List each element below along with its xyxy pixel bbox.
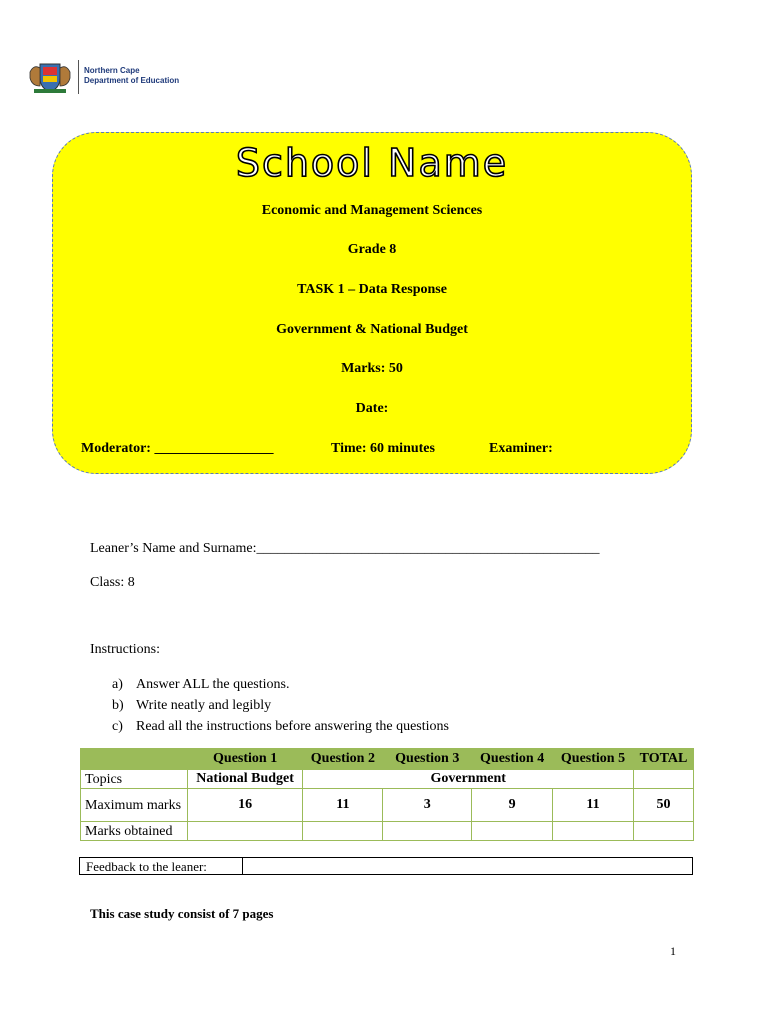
table-header-cell: Question 2 bbox=[303, 749, 383, 770]
department-logo bbox=[26, 58, 196, 98]
table-cell: National Budget bbox=[187, 770, 303, 789]
table-header-cell: Question 1 bbox=[187, 749, 303, 770]
moderator-field: Moderator: _________________ bbox=[81, 441, 274, 456]
list-marker: b) bbox=[112, 698, 124, 713]
table-cell: 3 bbox=[383, 789, 472, 822]
table-row-label: Maximum marks bbox=[81, 789, 188, 822]
list-item-text: Answer ALL the questions. bbox=[136, 677, 290, 692]
table-cell: 11 bbox=[553, 789, 634, 822]
table-row bbox=[81, 789, 694, 822]
table-row bbox=[81, 770, 694, 789]
coat-of-arms-icon bbox=[26, 60, 74, 94]
table-header-cell: Question 5 bbox=[553, 749, 634, 770]
table-cell: 16 bbox=[187, 789, 303, 822]
learner-name-field: Leaner’s Name and Surname:_________________________________________________ bbox=[90, 541, 600, 556]
table-row bbox=[81, 822, 694, 841]
table-row-label: Topics bbox=[81, 770, 188, 789]
school-name-title: School Name bbox=[235, 141, 509, 185]
table-cell: 9 bbox=[472, 789, 553, 822]
table-header-cell: Question 3 bbox=[383, 749, 472, 770]
subject-line: Economic and Management Sciences bbox=[261, 203, 483, 218]
table-cell: 11 bbox=[303, 789, 383, 822]
time-field: Time: 60 minutes bbox=[331, 441, 435, 456]
table-cell: 50 bbox=[633, 789, 693, 822]
marks-obtained-cell[interactable] bbox=[187, 822, 303, 841]
table-cell bbox=[633, 770, 693, 789]
table-cell: Government bbox=[303, 770, 634, 789]
logo-line-2: Department of Education bbox=[84, 76, 180, 85]
feedback-box bbox=[79, 857, 693, 875]
marks-line: Marks: 50 bbox=[341, 361, 403, 376]
feedback-label: Feedback to the leaner: bbox=[86, 859, 207, 874]
table-row-label: Marks obtained bbox=[81, 822, 188, 841]
list-marker: c) bbox=[112, 719, 123, 734]
logo-divider bbox=[78, 60, 79, 94]
instructions-heading: Instructions: bbox=[90, 642, 160, 657]
topic-line: Government & National Budget bbox=[276, 322, 468, 337]
table-header-cell: TOTAL bbox=[633, 749, 693, 770]
list-marker: a) bbox=[112, 677, 123, 692]
logo-text bbox=[84, 66, 179, 86]
marks-table bbox=[80, 748, 694, 841]
instructions-list bbox=[112, 674, 449, 737]
pages-note: This case study consist of 7 pages bbox=[90, 906, 274, 921]
grade-line: Grade 8 bbox=[347, 242, 397, 257]
list-item bbox=[112, 695, 449, 716]
list-item-text: Write neatly and legibly bbox=[136, 698, 272, 713]
date-line: Date: bbox=[355, 401, 389, 416]
table-header-cell bbox=[81, 749, 188, 770]
table-header-row bbox=[81, 749, 694, 770]
list-item bbox=[112, 716, 449, 737]
list-item bbox=[112, 674, 449, 695]
marks-obtained-cell[interactable] bbox=[383, 822, 472, 841]
class-field: Class: 8 bbox=[90, 575, 135, 590]
task-line: TASK 1 – Data Response bbox=[297, 282, 447, 297]
marks-obtained-cell[interactable] bbox=[633, 822, 693, 841]
list-item-text: Read all the instructions before answering the questions bbox=[136, 719, 449, 734]
marks-obtained-cell[interactable] bbox=[472, 822, 553, 841]
examiner-field: Examiner: bbox=[489, 441, 553, 456]
marks-obtained-cell[interactable] bbox=[303, 822, 383, 841]
feedback-divider bbox=[242, 858, 243, 874]
table-header-cell: Question 4 bbox=[472, 749, 553, 770]
cover-box bbox=[52, 132, 692, 474]
logo-line-1: Northern Cape bbox=[84, 66, 140, 75]
page-number: 1 bbox=[670, 944, 676, 958]
marks-obtained-cell[interactable] bbox=[553, 822, 634, 841]
